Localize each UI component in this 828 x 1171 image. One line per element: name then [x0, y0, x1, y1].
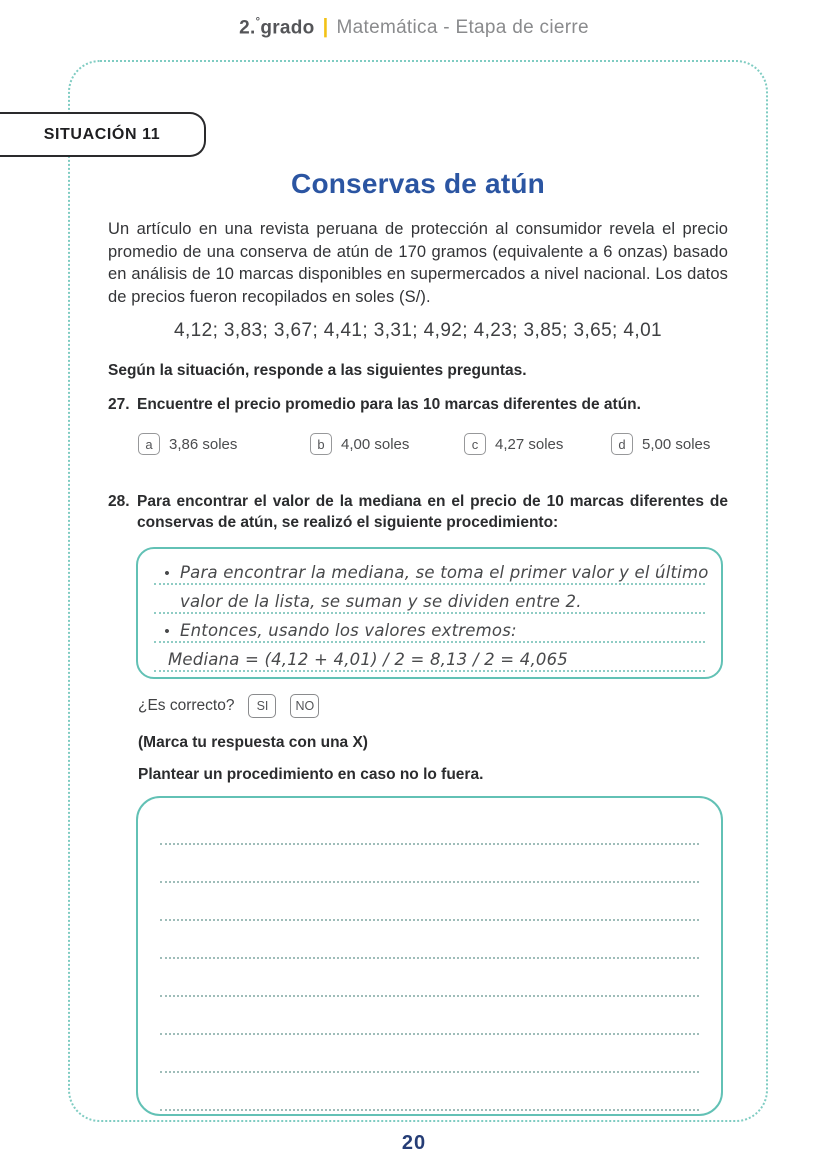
question-28-text: Para encontrar el valor de la mediana en el precio de 10 marcas diferentes de conservas de atún, se realizó el siguiente procedimiento:: [137, 493, 728, 531]
grade-label: 2.°grado: [239, 15, 315, 38]
answer-line: [160, 921, 699, 959]
answer-line: [160, 1073, 699, 1111]
question-28: [108, 491, 728, 533]
option-d-label: 5,00 soles: [642, 435, 711, 453]
option-b-checkbox[interactable]: b: [310, 433, 332, 455]
option-b[interactable]: [310, 433, 464, 455]
section-instruction: Según la situación, responde a las siguientes preguntas.: [108, 362, 527, 379]
page-number: 20: [401, 1132, 427, 1154]
procedure-line: [154, 558, 709, 585]
question-28-number: 28.: [108, 493, 130, 510]
bullet-icon: •: [164, 565, 170, 582]
answer-line: [160, 1035, 699, 1073]
situacion-label: SITUACIÓN 11: [43, 125, 161, 143]
option-a-checkbox[interactable]: a: [138, 433, 160, 455]
procedure-line: [154, 616, 705, 643]
option-d-checkbox[interactable]: d: [611, 433, 633, 455]
header-separator: |: [322, 16, 329, 38]
option-a[interactable]: [138, 433, 310, 455]
worksheet-frame: [68, 60, 768, 1122]
answer-line: [160, 800, 699, 845]
option-c-label: 4,27 soles: [495, 435, 564, 453]
intro-paragraph: Un artículo en una revista peruana de protección al consumidor revela el precio promedio de una conserva de atún de 170 gramos (equivalente a 6 onzas) basado en análisis de 10 marcas disponibles en supermercados a nivel nacional. Los datos de precios fueron recopilados en soles (S/).: [108, 220, 728, 306]
option-c-checkbox[interactable]: c: [464, 433, 486, 455]
answer-writing-area[interactable]: [136, 796, 723, 1116]
page-title: Conservas de atún: [291, 168, 545, 199]
option-d[interactable]: [611, 433, 710, 455]
procedure-text: Entonces, usando los valores extremos:: [180, 621, 517, 640]
bullet-icon: •: [164, 623, 170, 640]
propose-instruction: Plantear un procedimiento en caso no lo fuera.: [138, 766, 484, 783]
no-checkbox[interactable]: NO: [290, 694, 319, 718]
answer-line: [160, 997, 699, 1035]
procedure-text: valor de la lista, se suman y se dividen entre 2.: [180, 592, 582, 611]
price-data: 4,12; 3,83; 3,67; 4,41; 3,31; 4,92; 4,23; 3,85; 3,65; 4,01: [173, 320, 662, 341]
question-27-options: [108, 433, 728, 455]
header-subject: Matemática - Etapa de cierre: [336, 17, 589, 38]
mark-instruction: (Marca tu respuesta con una X): [138, 734, 368, 751]
question-27-text: Encuentre el precio promedio para las 10 marcas diferentes de atún.: [137, 396, 641, 413]
procedure-line: [154, 587, 705, 614]
procedure-text: Mediana = (4,12 + 4,01) / 2 = 8,13 / 2 = 4,065: [168, 650, 569, 669]
answer-line: [160, 883, 699, 921]
option-c[interactable]: [464, 433, 611, 455]
procedure-line: [154, 645, 705, 672]
option-a-label: 3,86 soles: [169, 435, 238, 453]
answer-line: [160, 959, 699, 997]
correct-question-label: ¿Es correcto?: [138, 697, 235, 714]
page-header: [0, 16, 828, 39]
answer-line: [160, 845, 699, 883]
procedure-box: [136, 547, 723, 679]
yes-checkbox[interactable]: SI: [248, 694, 276, 718]
procedure-text: Para encontrar la mediana, se toma el primer valor y el último: [180, 563, 709, 582]
situacion-tab: [0, 112, 206, 157]
question-27: [108, 394, 728, 415]
question-27-number: 27.: [108, 396, 130, 413]
option-b-label: 4,00 soles: [341, 435, 410, 453]
correct-row: [108, 694, 728, 718]
